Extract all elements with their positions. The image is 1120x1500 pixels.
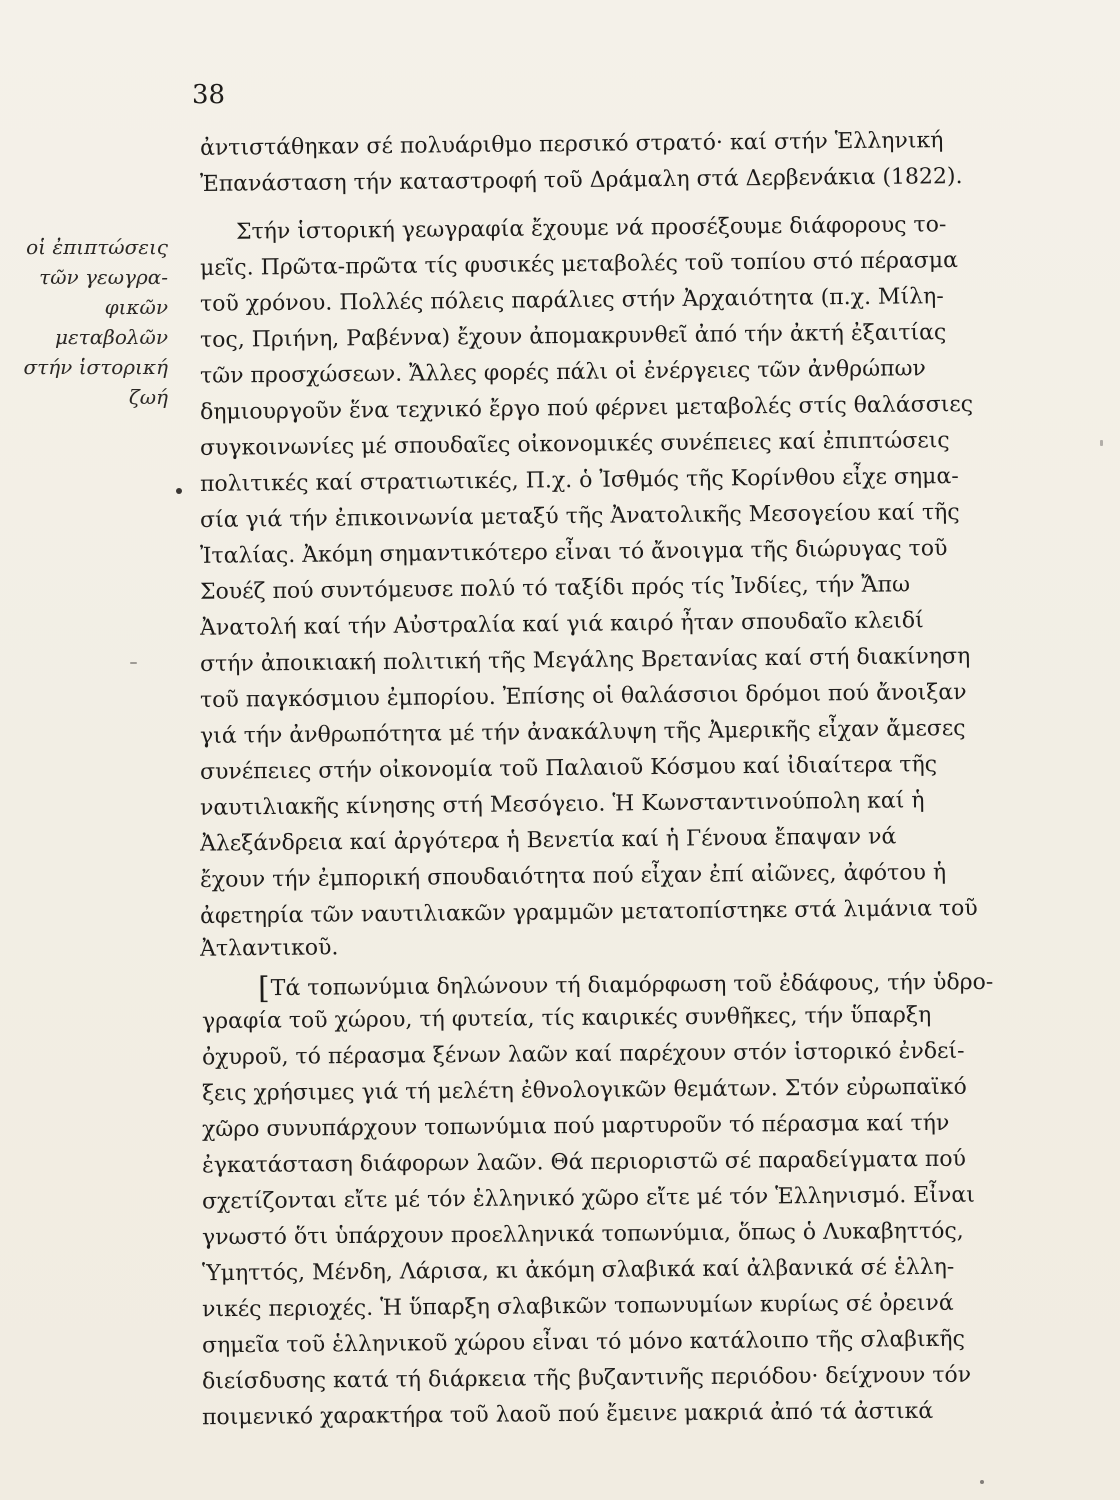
text-line: στήν ἀποικιακή πολιτική τῆς Μεγάλης Βρετανίας καί στή διακίνηση: [199, 643, 971, 678]
text-line: δημιουργοῦν ἕνα τεχνικό ἔργο πού φέρνει μεταβολές στίς θαλάσσιες: [199, 391, 974, 426]
text-line: χῶρο συνυπάρχουν τοπωνύμια πού μαρτυροῦν τό πέρασμα καί τήν: [201, 1110, 950, 1143]
text-line: συγκοινωνίες μέ σπουδαῖες οἰκονομικές συνέπειες καί ἐπιπτώσεις: [199, 428, 950, 461]
bracket-mark: [: [257, 971, 270, 1007]
text-line: μεῖς. Πρῶτα-πρῶτα τίς φυσικές μεταβολές τοῦ τοπίου στό πέρασμα: [199, 248, 959, 281]
text-line: τῶν προσχώσεων. Ἄλλες φορές πάλι οἱ ἐνέργειες τῶν ἀνθρώπων: [199, 356, 927, 389]
text-line: Ἀτλαντικοῦ.: [199, 935, 339, 962]
text-line-with-bracket: [257, 965, 994, 1007]
text-line: Στήν ἱστορική γεωγραφία ἔχουμε νά προσέξουμε διάφορους το-: [235, 212, 947, 245]
text-line: γραφία τοῦ χώρου, τή φυτεία, τίς καιρικές συνθῆκες, τήν ὕπαρξη: [201, 1002, 932, 1035]
text-line: συνέπειες στήν οἰκονομία τοῦ Παλαιοῦ Κόσμου καί ἰδιαίτερα τῆς: [199, 752, 938, 785]
scan-speck: [176, 488, 182, 494]
text-line: τοῦ χρόνου. Πολλές πόλεις παράλιες στήν Ἀρχαιότητα (π.χ. Μίλη-: [199, 284, 944, 317]
text-line: σημεῖα τοῦ ἑλληνικοῦ χώρου εἶναι τό μόνο κατάλοιπο τῆς σλαβικῆς: [201, 1326, 965, 1359]
text-line: Ἀνατολή καί τήν Αὐστραλία καί γιά καιρό ἦταν σπουδαῖο κλειδί: [199, 608, 924, 641]
margin-note-line: φικῶν: [104, 295, 168, 319]
text-line: ἐγκατάσταση διάφορων λαῶν. Θά περιοριστῶ σέ παραδείγματα πού: [201, 1146, 967, 1179]
text-line: σχετίζονται εἴτε μέ τόν ἑλληνικό χῶρο εἴτε μέ τόν Ἑλληνισμό. Εἶναι: [201, 1182, 975, 1215]
margin-note: [8, 232, 168, 412]
scan-speck: [980, 1480, 984, 1484]
text-line: γνωστό ὅτι ὑπάρχουν προελληνικά τοπωνύμια, ὅπως ὁ Λυκαβηττός,: [201, 1218, 964, 1251]
text-line: νικές περιοχές. Ἡ ὕπαρξη σλαβικῶν τοπωνυμίων κυρίως σέ ὀρεινά: [201, 1290, 954, 1323]
text-line: ναυτιλιακῆς κίνησης στή Μεσόγειο. Ἡ Κωνσταντινούπολη καί ἡ: [199, 788, 925, 821]
margin-note-line: οἱ ἐπιπτώσεις: [26, 235, 168, 259]
text-line: Ὑμηττός, Μένδη, Λάρισα, κι ἀκόμη σλαβικά καί ἀλβανικά σέ ἑλλη-: [201, 1254, 955, 1287]
margin-note-line: μεταβολῶν: [54, 325, 168, 349]
text-line: ποιμενικό χαρακτήρα τοῦ λαοῦ πού ἔμεινε μακριά ἀπό τά ἀστικά: [201, 1398, 934, 1431]
margin-note-line: τῶν γεωγρα-: [39, 265, 168, 289]
text-line: τοῦ παγκόσμιου ἐμπορίου. Ἐπίσης οἱ θαλάσσιοι δρόμοι πού ἄνοιξαν: [199, 679, 967, 714]
scan-speck: [130, 662, 137, 664]
text-line: πολιτικές καί στρατιωτικές, Π.χ. ὁ Ἰσθμός τῆς Κορίνθου εἶχε σημα-: [199, 464, 959, 497]
scan-speck: [1100, 440, 1103, 446]
text-line: Σουέζ πού συντόμευσε πολύ τό ταξίδι πρός τίς Ἰνδίες, τήν Ἄπω: [199, 572, 911, 605]
text-line: ὀχυροῦ, τό πέρασμα ξένων λαῶν καί παρέχουν στόν ἱστορικό ἐνδεί-: [201, 1038, 965, 1071]
text-line: τος, Πριήνη, Ραβέννα) ἔχουν ἀπομακρυνθεῖ ἀπό τήν ἀκτή ἐξαιτίας: [199, 320, 947, 353]
margin-note-line: ζωή: [128, 385, 168, 409]
text-segment: Τά τοπωνύμια δηλώνουν τή διαμόρφωση τοῦ ἐδάφους, τήν ὑδρο-: [270, 969, 994, 1002]
text-line: γιά τήν ἀνθρωπότητα μέ τήν ἀνακάλυψη τῆς Ἀμερικῆς εἶχαν ἄμεσες: [199, 715, 966, 750]
text-line: Ἀλεξάνδρεια καί ἀργότερα ἡ Βενετία καί ἡ Γένουα ἔπαψαν νά: [199, 824, 897, 857]
text-line: σία γιά τήν ἐπικοινωνία μεταξύ τῆς Ἀνατολικῆς Μεσογείου καί τῆς: [199, 500, 960, 533]
text-line: ἀντιστάθηκαν σέ πολυάριθμο περσικό στρατό· καί στήν Ἑλληνική: [199, 128, 944, 161]
margin-note-line: στήν ἱστορική: [23, 355, 168, 379]
text-line: ἀφετηρία τῶν ναυτιλιακῶν γραμμῶν μετατοπίστηκε στά λιμάνια τοῦ: [199, 895, 978, 930]
page-number: 38: [192, 80, 226, 110]
text-line: διείσδυσης κατά τή διάρκεια τῆς βυζαντινῆς περιόδου· δείχνουν τόν: [201, 1362, 972, 1395]
text-line: ξεις χρήσιμες γιά τή μελέτη ἐθνολογικῶν θεμάτων. Στόν εὐρωπαϊκό: [201, 1074, 967, 1107]
text-line: Ἐπανάσταση τήν καταστροφή τοῦ Δράμαλη στά Δερβενάκια (1822).: [199, 164, 963, 197]
text-line: Ἰταλίας. Ἀκόμη σημαντικότερο εἶναι τό ἄνοιγμα τῆς διώρυγας τοῦ: [199, 536, 948, 569]
text-line: ἔχουν τήν ἐμπορική σπουδαιότητα πού εἶχαν ἐπί αἰῶνες, ἀφότου ἡ: [199, 860, 947, 893]
